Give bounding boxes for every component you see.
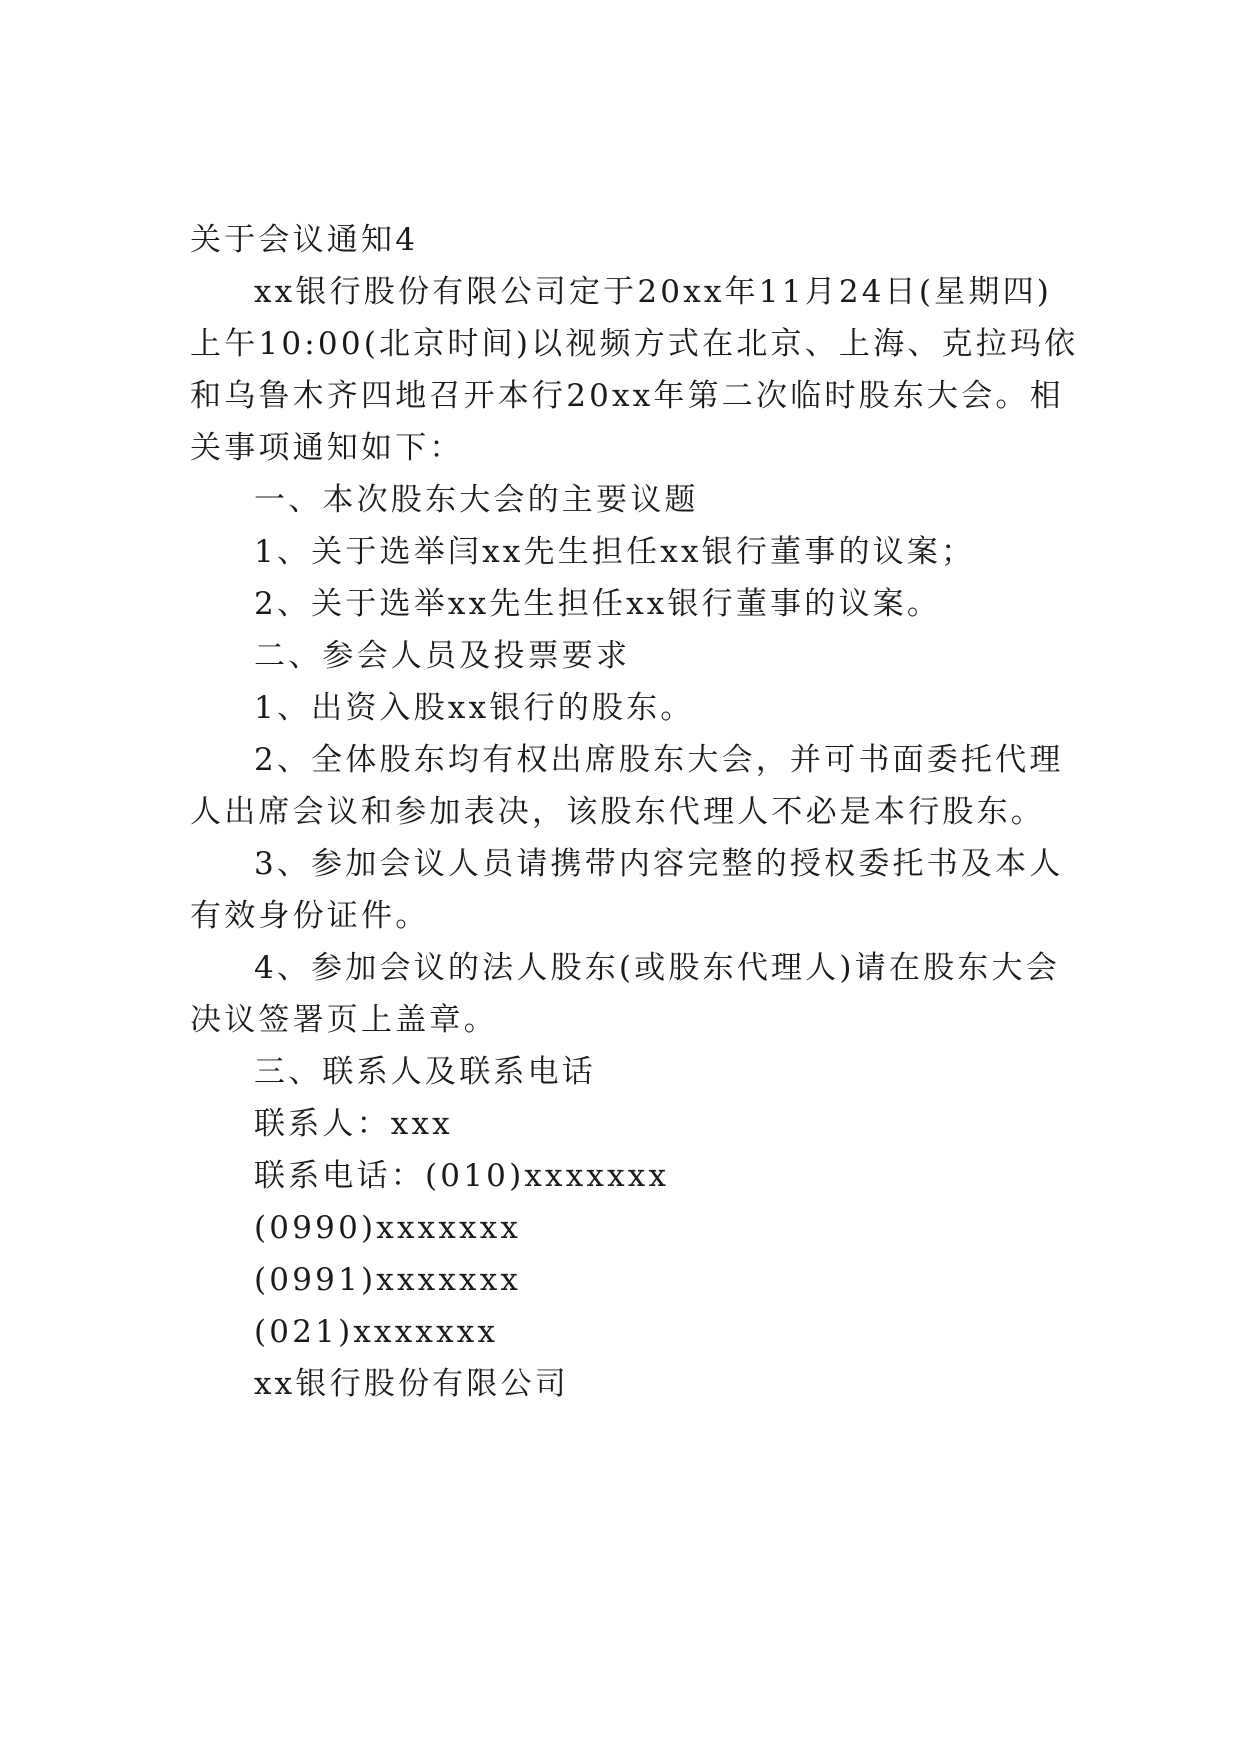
section-2-item-2-line-1: 2、全体股东均有权出席股东大会，并可书面委托代理: [254, 742, 1064, 778]
intro-line-1: xx银行股份有限公司定于20xx年11月24日(星期四): [254, 274, 1053, 310]
section-2-item-3-line-1: 3、参加会议人员请携带内容完整的授权委托书及本人: [254, 846, 1064, 882]
section-2-item-4-line-2: 决议签署页上盖章。: [190, 1002, 498, 1038]
intro-line-4: 关事项通知如下：: [190, 430, 464, 466]
intro-line-3: 和乌鲁木齐四地召开本行20xx年第二次临时股东大会。相: [190, 378, 1064, 414]
contact-phone-3: (0991)xxxxxxx: [254, 1262, 522, 1298]
section-2-item-1: 1、出资入股xx银行的股东。: [254, 690, 695, 726]
document-title: 关于会议通知4: [190, 222, 419, 258]
section-2-item-3-line-2: 有效身份证件。: [190, 898, 430, 934]
section-2-item-2-line-2: 人出席会议和参加表决，该股东代理人不必是本行股东。: [190, 794, 1045, 830]
signature: xx银行股份有限公司: [254, 1366, 569, 1402]
contact-person: 联系人：xxx: [254, 1106, 453, 1142]
section-1-item-1: 1、关于选举闫xx先生担任xx银行董事的议案；: [254, 534, 976, 570]
section-3-heading: 三、联系人及联系电话: [254, 1054, 596, 1090]
section-1-item-2: 2、关于选举xx先生担任xx银行董事的议案。: [254, 586, 942, 622]
contact-phone-4: (021)xxxxxxx: [254, 1314, 499, 1350]
contact-phone-1: 联系电话：(010)xxxxxxx: [254, 1158, 670, 1194]
contact-phone-2: (0990)xxxxxxx: [254, 1210, 522, 1246]
section-2-item-4-line-1: 4、参加会议的法人股东(或股东代理人)请在股东大会: [254, 950, 1060, 986]
section-2-heading: 二、参会人员及投票要求: [254, 638, 631, 674]
section-1-heading: 一、本次股东大会的主要议题: [254, 482, 699, 518]
intro-line-2: 上午10:00(北京时间)以视频方式在北京、上海、克拉玛依: [190, 326, 1079, 362]
